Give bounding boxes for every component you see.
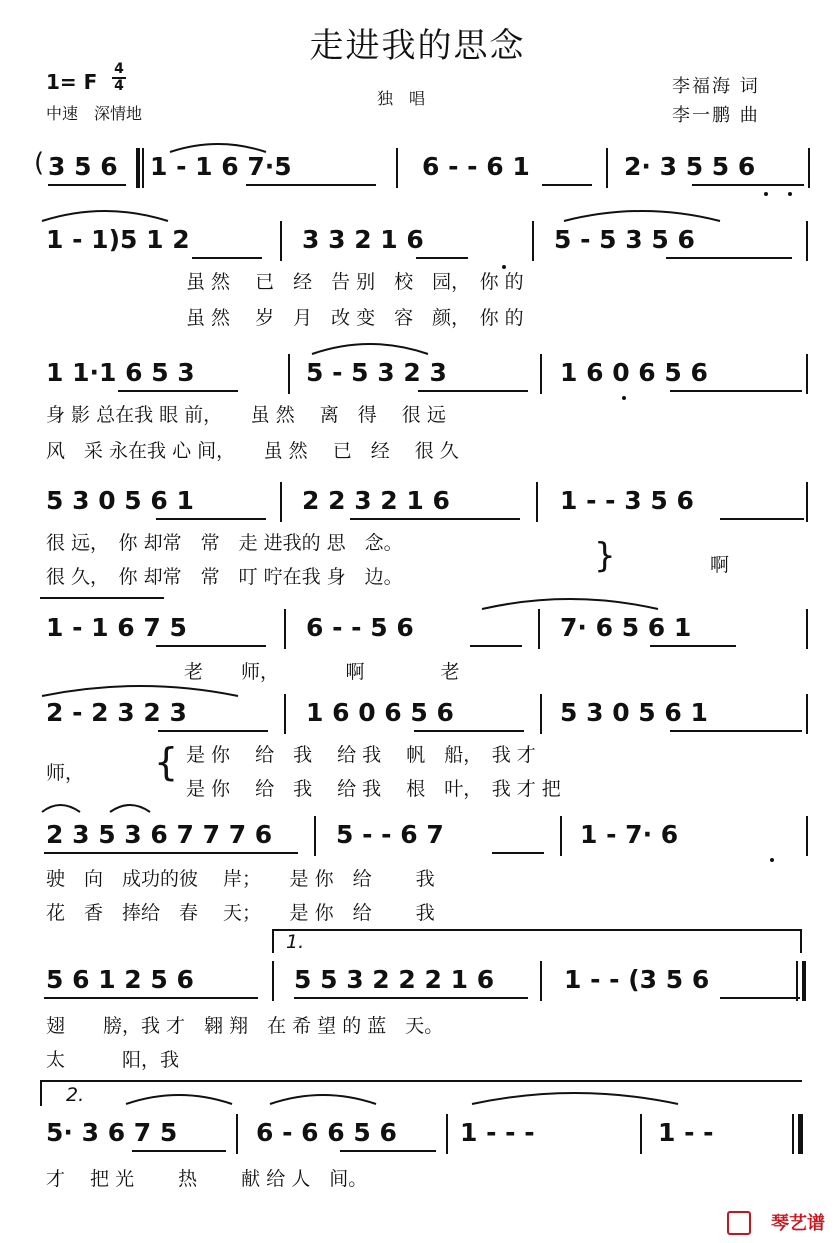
notes-measure-3: 1 - 7· 6 bbox=[580, 820, 679, 849]
barline bbox=[540, 961, 542, 1001]
repeat-end-barline bbox=[802, 961, 806, 1001]
notes-measure-1: 1 - 1)5 1 2 bbox=[46, 225, 190, 254]
barline bbox=[806, 221, 808, 261]
repeat-end-barline-thin bbox=[796, 961, 798, 1001]
notes-measure-3: 1 - - - bbox=[460, 1118, 535, 1147]
beam bbox=[720, 997, 800, 999]
slur bbox=[310, 340, 430, 356]
lyrics-verse-1: 老 师， 啊 老 bbox=[184, 661, 460, 683]
verse-brace-left: { bbox=[154, 740, 179, 784]
lyrics-verse-1: 驶 向 成功的彼 岸； 是 你 给 我 bbox=[46, 868, 435, 890]
barline bbox=[284, 694, 286, 734]
notes-measure-3: 1 6 0 6 5 6 bbox=[560, 358, 708, 387]
barline bbox=[606, 148, 608, 188]
barline bbox=[532, 221, 534, 261]
verse-brace-right: } bbox=[594, 536, 616, 576]
lower-octave-dot bbox=[764, 192, 768, 196]
barline bbox=[806, 694, 808, 734]
beam bbox=[720, 518, 804, 520]
barline bbox=[540, 694, 542, 734]
beam bbox=[470, 645, 522, 647]
key-signature: 1= F bbox=[46, 70, 98, 94]
intro-paren: ( bbox=[34, 148, 45, 178]
score-system-4 bbox=[40, 470, 810, 590]
repeat-start-barline-thin bbox=[142, 148, 144, 188]
beam bbox=[670, 390, 802, 392]
beam bbox=[48, 184, 126, 186]
lyric-left: 师， bbox=[46, 762, 85, 784]
notes-measure-1: 1 1·1 6 5 3 bbox=[46, 358, 195, 387]
lower-octave-dot bbox=[788, 192, 792, 196]
lyrics-verse-2: 花 香 捧给 春 天； 是 你 给 我 bbox=[46, 902, 435, 924]
lyrics-verse-2: 虽 然 岁 月 改 变 容 颜， 你 的 bbox=[186, 307, 524, 329]
slur bbox=[562, 207, 722, 223]
repeat-start-barline bbox=[136, 148, 140, 188]
score-system-1 bbox=[34, 140, 810, 200]
lyrics-verse-1: 翅 膀，我 才 翱 翔 在 希 望 的 蓝 天。 bbox=[46, 1015, 444, 1037]
notes-measure-2: 5 - - 6 7 bbox=[336, 820, 444, 849]
aside-lyric: 啊 bbox=[710, 554, 730, 576]
slur bbox=[480, 595, 660, 611]
score-system-2 bbox=[40, 205, 810, 335]
slur bbox=[40, 207, 170, 223]
notes-measure-1: 5 3 0 5 6 1 bbox=[46, 486, 194, 515]
volta-bracket-end bbox=[800, 929, 802, 953]
barline bbox=[806, 482, 808, 522]
beam bbox=[492, 852, 544, 854]
lyrics-verse-1: 是 你 给 我 给 我 帆 船， 我 才 bbox=[186, 744, 536, 766]
notes-measure-1: 2 - 2 3 2 3 bbox=[46, 698, 187, 727]
notes-measure-2: 1 6 0 6 5 6 bbox=[306, 698, 454, 727]
score-system-8 bbox=[40, 925, 810, 1075]
volta-bracket-line bbox=[272, 929, 802, 931]
lyrics-verse-1: 虽 然 已 经 告 别 校 园， 你 的 bbox=[186, 271, 524, 293]
slur bbox=[268, 1090, 378, 1106]
barline bbox=[280, 221, 282, 261]
notes-measure-2: 5 - 5 3 2 3 bbox=[306, 358, 447, 387]
slur bbox=[40, 682, 240, 698]
beam bbox=[132, 1150, 226, 1152]
notes-measure-3: 5 3 0 5 6 1 bbox=[560, 698, 708, 727]
beam bbox=[350, 518, 520, 520]
score-system-9 bbox=[40, 1078, 810, 1208]
beam bbox=[246, 184, 376, 186]
lyrics-verse-1: 身 影 总在我 眼 前， 虽 然 离 得 很 远 bbox=[46, 404, 446, 426]
tempo-marking: 中速 深情地 bbox=[46, 104, 143, 123]
slur bbox=[470, 1088, 680, 1106]
barline bbox=[446, 1114, 448, 1154]
performance-note: 独 唱 bbox=[377, 89, 426, 108]
lyricist-credit: 李福海 词 bbox=[672, 76, 760, 97]
lyrics-verse-1: 才 把 光 热 献 给 人 间。 bbox=[46, 1168, 368, 1190]
barline bbox=[538, 609, 540, 649]
volta-1-label: 1. bbox=[286, 931, 305, 953]
slur bbox=[124, 1090, 234, 1106]
beam bbox=[416, 257, 468, 259]
beam bbox=[44, 997, 258, 999]
beam bbox=[156, 518, 266, 520]
notes-measure-1: 5 6 1 2 5 6 bbox=[46, 965, 194, 994]
barline bbox=[396, 148, 398, 188]
notes-measure-3: 1 - - 3 5 6 bbox=[560, 486, 694, 515]
barline bbox=[806, 354, 808, 394]
beam bbox=[158, 730, 268, 732]
barline bbox=[236, 1114, 238, 1154]
notes-measure-4: 1 - - bbox=[658, 1118, 714, 1147]
beam bbox=[192, 257, 262, 259]
volta-bracket bbox=[272, 929, 274, 953]
lyrics-verse-2: 很 久， 你 却常 常 叮 咛在我 身 边。 bbox=[46, 566, 403, 588]
barline bbox=[806, 816, 808, 856]
barline bbox=[560, 816, 562, 856]
barline bbox=[640, 1114, 642, 1154]
lower-octave-dot bbox=[770, 858, 774, 862]
notes-measure-3: 1 - - (3 5 6 bbox=[564, 965, 710, 994]
beam bbox=[670, 730, 802, 732]
beam bbox=[156, 645, 266, 647]
notes-measure-3: 2· 3 5 5 6 bbox=[624, 152, 756, 181]
barline bbox=[272, 961, 274, 1001]
volta-2-label: 2. bbox=[66, 1084, 85, 1106]
slur-line bbox=[40, 597, 164, 599]
page-title: 走进我的思念 bbox=[309, 26, 526, 66]
beam bbox=[340, 1150, 436, 1152]
barline bbox=[536, 482, 538, 522]
notes-measure-2: 6 - - 6 1 bbox=[422, 152, 530, 181]
barline bbox=[806, 609, 808, 649]
barline bbox=[284, 609, 286, 649]
barline bbox=[540, 354, 542, 394]
time-numerator: 4 bbox=[114, 61, 124, 77]
lyrics-verse-1: 很 远， 你 却常 常 走 进我的 思 念。 bbox=[46, 532, 403, 554]
beam bbox=[542, 184, 592, 186]
lyrics-verse-2: 风 采 永在我 心 间， 虽 然 已 经 很 久 bbox=[46, 440, 459, 462]
barline bbox=[808, 148, 810, 188]
notes-intro: 3 5 6 bbox=[48, 152, 118, 181]
composer-credit: 李一鹏 曲 bbox=[672, 105, 760, 126]
slur bbox=[40, 800, 200, 814]
time-denominator: 4 bbox=[112, 77, 126, 94]
watermark-brand: 琴艺谱 bbox=[771, 1213, 825, 1234]
notes-measure-1: 2 3 5 3 6 7 7 7 6 bbox=[46, 820, 273, 849]
beam bbox=[666, 257, 792, 259]
barline bbox=[314, 816, 316, 856]
beam bbox=[650, 645, 736, 647]
beam bbox=[44, 852, 298, 854]
time-signature bbox=[112, 62, 126, 94]
logo-icon bbox=[727, 1211, 751, 1235]
notes-measure-2: 3 3 2 1 6 bbox=[302, 225, 424, 254]
lyrics-verse-2: 是 你 给 我 给 我 根 叶， 我 才 把 bbox=[186, 778, 561, 800]
notes-measure-1: 1 - 1 6 7·5 bbox=[150, 152, 292, 181]
final-barline bbox=[798, 1114, 803, 1154]
slur bbox=[168, 140, 268, 154]
notes-measure-3: 5 - 5 3 5 6 bbox=[554, 225, 695, 254]
beam bbox=[294, 997, 528, 999]
beam bbox=[692, 184, 804, 186]
volta-bracket-line bbox=[40, 1080, 802, 1082]
final-barline-thin bbox=[792, 1114, 794, 1154]
lyrics-verse-2: 太 阳，我 bbox=[46, 1049, 180, 1071]
barline bbox=[280, 482, 282, 522]
score-system-5 bbox=[40, 595, 810, 683]
beam bbox=[414, 730, 524, 732]
volta-bracket bbox=[40, 1080, 42, 1106]
lower-octave-dot bbox=[622, 396, 626, 400]
score-system-7 bbox=[40, 800, 810, 930]
notes-measure-2: 5 5 3 2 2 2 1 6 bbox=[294, 965, 495, 994]
score-system-6 bbox=[40, 682, 810, 802]
notes-measure-1: 1 - 1 6 7 5 bbox=[46, 613, 187, 642]
beam bbox=[418, 390, 528, 392]
notes-measure-3: 7· 6 5 6 1 bbox=[560, 613, 692, 642]
notes-measure-2: 6 - - 5 6 bbox=[306, 613, 414, 642]
notes-measure-2: 2 2 3 2 1 6 bbox=[302, 486, 450, 515]
notes-measure-2: 6 - 6 6 5 6 bbox=[256, 1118, 397, 1147]
beam bbox=[118, 390, 238, 392]
notes-measure-1: 5· 3 6 7 5 bbox=[46, 1118, 178, 1147]
score-system-3 bbox=[40, 340, 810, 470]
barline bbox=[288, 354, 290, 394]
